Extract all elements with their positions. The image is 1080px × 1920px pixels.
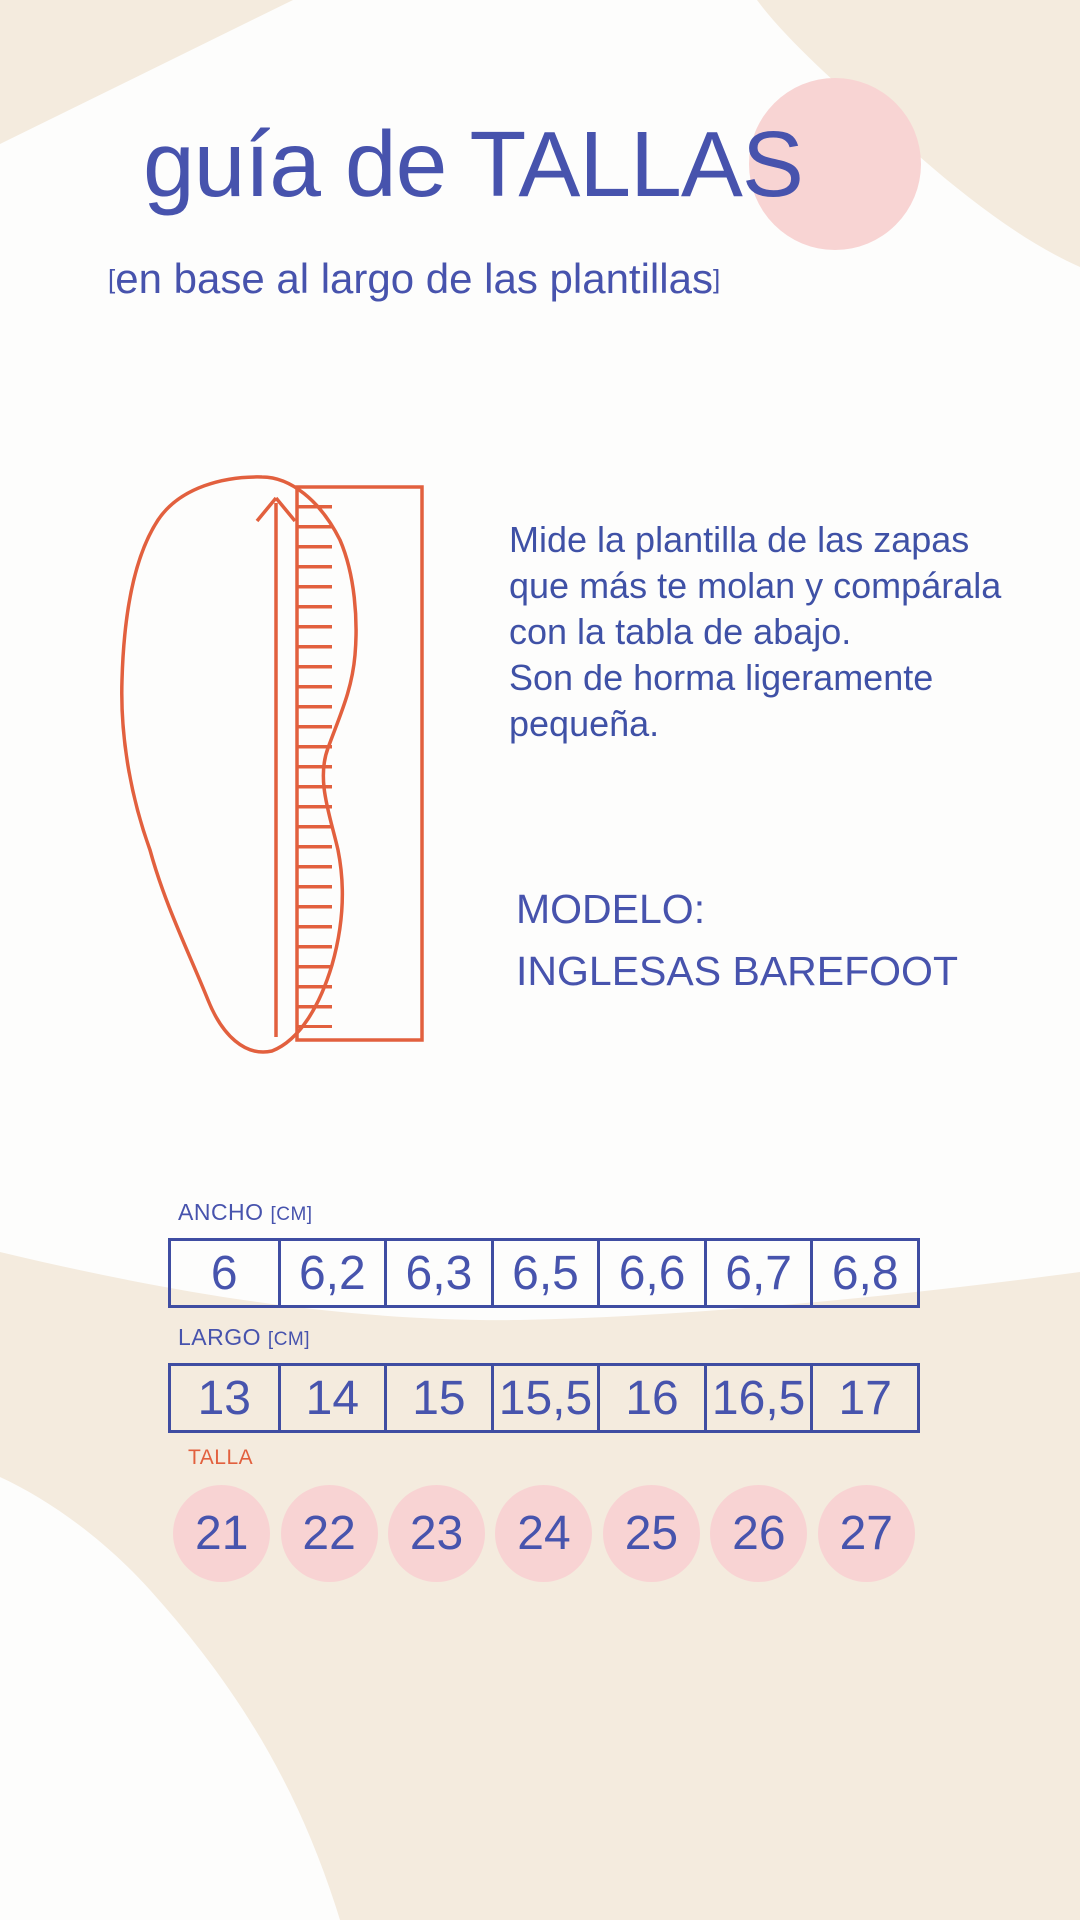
insole-measurement-diagram [95,455,435,1075]
size-row-label [188,1446,253,1470]
page-subtitle [108,255,721,302]
length-arrow [257,498,295,1037]
length-cell: 16 [597,1366,704,1430]
instructions-line: con la tabla de abajo. [509,611,852,652]
size-circle: 22 [281,1485,378,1582]
size-circle: 21 [173,1485,270,1582]
width-label-text: ANCHO [178,1199,264,1225]
model-label: MODELO: [516,886,706,932]
width-cell: 6,8 [810,1241,917,1305]
instructions-line: que más te molan y compárala [509,565,1002,606]
subtitle-open-bracket: [ [108,264,116,294]
width-cell: 6,7 [704,1241,811,1305]
size-circle: 25 [603,1485,700,1582]
subtitle-close-bracket: ] [712,264,721,294]
width-cell: 6 [210,1246,238,1300]
width-cell: 6,3 [384,1241,491,1305]
page-title: guía de TALLAS [143,112,803,216]
size-circle: 24 [495,1485,592,1582]
length-values-row [168,1363,920,1433]
length-cell: 16,5 [704,1366,811,1430]
instructions-line: Son de horma ligeramente [509,657,934,698]
size-circle: 23 [388,1485,485,1582]
length-label-unit: [CM] [267,1329,311,1350]
ruler-rectangle [297,487,422,1040]
size-circle: 26 [710,1485,807,1582]
size-circles-row [168,1484,920,1582]
size-circle: 27 [818,1485,915,1582]
length-row-label [178,1324,310,1351]
width-cell: 6,5 [491,1241,598,1305]
length-label-text: LARGO [178,1324,262,1350]
length-cell: 14 [278,1366,385,1430]
width-cell: 6,6 [597,1241,704,1305]
model-block [516,878,958,1002]
length-cell: 17 [810,1366,917,1430]
instructions-line: pequeña. [509,703,660,744]
width-values-row [168,1238,920,1308]
instructions-text [509,517,1001,747]
length-cell: 15,5 [491,1366,598,1430]
subtitle-text: en base al largo de las plantillas [115,255,713,302]
length-cell: 13 [197,1371,251,1425]
instructions-line: Mide la plantilla de las zapas [509,519,970,560]
width-cell: 6,2 [278,1241,385,1305]
width-label-unit: [CM] [270,1204,313,1225]
bottom-beige-wave-shape [0,1252,1080,1920]
model-name: INGLESAS BAREFOOT [516,948,958,994]
size-label-text: TALLA [188,1446,254,1469]
width-row-label [178,1199,313,1226]
length-cell: 15 [384,1366,491,1430]
